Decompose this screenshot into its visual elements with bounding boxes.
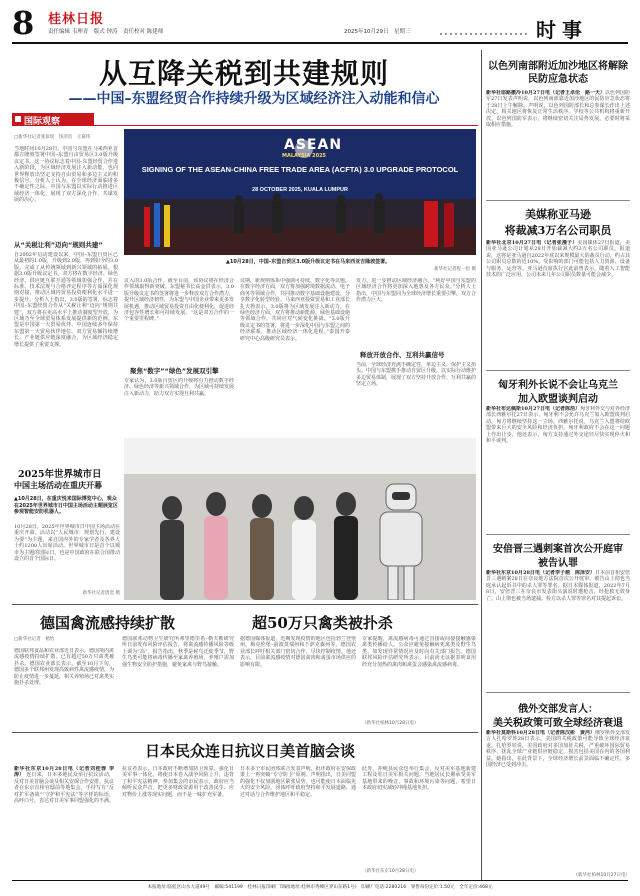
lead-body-col1-b: 自2002年启动建设以来，中国–东盟自贸区已从最初的1.0版，升级到2.0版，再到如今的3.0版。完成了从传统领域到新兴领域的拓展。根据3.0版升级议定书，双方将在数字经济、绿色经济、供应链互联互通等领域加强合作，并在标准、技术法规与合格评定程序等方面深化规则对接，推动区域内贸易投资便利化水平进一步提升。分析人士指出，3.0版的签署，标志着中国–东盟经贸合作从“关税让利”迈向“规则共建”，双方将在更高水平上推动制度型开放，为区域乃至全球贸易体系发展提供新的范例。东盟是中国第一大贸易伙伴，中国连续多年保持东盟第一大贸易伙伴地位。双方贸易额持续增长，产业链供应链深度融合，为区域经济稳定增长提供了重要支撑。 [14,252,118,348]
lead-byline: □新华社记者张似瑶 汤沛浩 王嘉伟 [14,135,91,140]
lead-subtitle: ——中国–东盟经贸合作持续升级为区域经济注入动能和信心 [68,91,440,107]
right-s3-body: 新华社布达佩斯10月27日电（记者陈浩）匈牙利外交与对外经济部长西雅尔托27日表示，匈牙利不会允许乌克兰加入欧盟谈判启动，匈方将继续坚持这一立场。西雅尔托说，乌克兰入盟将给欧盟带来巨大的安全风险和经济负担，匈牙利政府不会在这一问题上作出让步。他还表示，匈方支持通过外交途径尽快实现停火和和平谈判。 [486,406,630,445]
section-name: 时事 [536,18,588,42]
germany-col4: 专家提醒，禽流感病毒可通过直接或间接接触感染禽类传播给人。公众应避免接触病死禽类及野生鸟类，如发现异常情况应及时向有关部门报告。德国联邦风险评估研究所表示，目前尚无证据表明食用经充分加热的禽肉和禽蛋会感染禽流感病毒。 [362,636,476,668]
lead-subhead-1: 从“关税让利”迈向“规则共建” [14,241,103,249]
right-s1-title: 以色列南部附近加沙地区将解除民防应急状态 [488,61,628,85]
japan-endnote: （新华社东京10月28日电） [362,869,419,874]
right-column-divider [481,50,482,880]
right-s5-title-1: 俄外交部发言人： [518,704,598,715]
footer-rule [12,880,628,881]
right-s4-body: 新华社东京10月28日电（记者李子越 陈泽安）日本前首相安倍晋三遇刺案28日在奈良地方法院首次公开庭审，被告山上彻也当庭承认起诉书中的杀人罪等罪名。据日本媒体报道，2022年7月8日，安倍晋三在奈良市发表街头演说时遭枪击，经抢救无效身亡。山上彻也被当场逮捕。检方以杀人罪等罪名对其提起诉讼。 [486,570,630,602]
japan-title: 日本民众连日抗议日美首脑会谈 [144,742,355,760]
germany-col3: 据德国媒体报道，近期发现疫情的地区包括勃兰登堡州、梅克伦堡–前波莫瑞州和下萨克森州等。德国农业部长呼吁相关部门密切合作，尽快控制疫情。他还表示，目前禽流感疫情对德国禽肉和禽蛋市场供应的影响有限。 [240,636,356,668]
right-s5-body: 新华社莫斯科10月28日电（记者陈汉彬 黄河）俄罗斯外交部发言人扎哈罗娃28日表示，美国的关税政策可能导致全球经济衰退。扎哈罗娃说，美国政府对多国加征关税，严重破坏国际贸易秩序，扰乱全球产业链供应链稳定，损害包括美国在内的各国利益。她指出，在此背景下，全球经济增长前景面临不确定性，多国经济已受到冲击。 [486,730,630,769]
section-label: 国际观察 [24,117,61,127]
right-s2-body: 新华社北京10月27日电（记者张漫子）美国媒体27日报道，美国亚马逊公司计划从28日开始裁减大约3万名公司职员。报道说，这将是亚马逊自2022年底以来规模最大的裁员行动，约占其公司职员总数的近10%。受影响的部门可能包括人力资源、设备与服务、运营等。亚马逊首席执行官此前曾表示，随着人工智能技术的广泛应用，公司未来几年公司职员数量可能会减少。 [486,240,630,279]
lead-photo-credit: 新华社记者程一恒 摄 [434,267,476,272]
expo-robot-image [124,438,476,600]
right-s5-title-2: 美关税政策可致全球经济衰退 [493,718,623,729]
right-s4-byline: 新华社东京10月28日电（记者李子越 陈泽安） [486,570,595,576]
right-rule-1 [486,200,630,201]
expo-caption: ▲10月28日，在重庆悦来国际博览中心，观众在2025年世界城市日中国主场活动主题展览区参观智能安防机器人。 [14,496,118,516]
footer-text: 本报地址:临桂区山水大道49号 邮编:541199 桂林日报印刷厂印刷(地址:桂林市秀峰区穿山东路1号) 印刷厂电话:2280216 零售每份定价:1.50元 全年定价:468元 [147,885,493,890]
banner-date: 28 OCTOBER 2025, KUALA LUMPUR [252,187,348,193]
japan-col2: 抗议者表示，日本政府不断增加防卫预算、强化日美军事一体化，将使日本卷入战争风险上升，违背了和平宪法精神。参加集会的市民表示，政府应当倾听民众声音，把更多财政资源用于改善民生、应对物价上涨等现实问题，而不是一味扩充军备。 [122,766,234,798]
expo-credit: 新华社记者唐奕 摄 [82,591,120,596]
banner-logo-sub: MALAYSIA 2025 [282,153,327,159]
birds-title: 超50万只禽类被扑杀 [252,614,393,632]
right-s3-byline: 新华社布达佩斯10月27日电（记者陈浩） [486,406,580,412]
lead-subhead-3: 释放开放合作、互利共赢信号 [360,351,445,359]
mid-rule [12,604,478,605]
expo-title-2: 中国主场活动在重庆开幕 [14,480,102,490]
section-label-rule [94,125,478,126]
square-icon [15,116,21,122]
germany-col1: 德国联邦食品和农业部近日表示，德国境内禽流感疫情持续扩散，已有超过50万只禽类被扑杀。德国农业部长表示，截至10月下旬，德国多个联邦州发现高致病性禽流感疫情，为防止疫情进一步蔓延，相关养殖场已对禽类实施扑杀处理。 [14,648,114,687]
lead-body-col4-a: 发力。进一步推动区域经济融合。“利好中国与东盟的区域经济合作将更加深入地惠及各方民众。”分析人士指出，中国与东盟同为全球经济增长重要引擎，双方合作潜力巨大。 [356,278,476,304]
section-decoration [440,24,530,34]
lead-title: 从互降关税到共建规则 [98,57,389,90]
lead-body-col2-a: 议入的3.0版合作。截至目前，该协议将在经济合作领域取得新突破。东盟秘书长高金洪表示，3.0版升级议定书的签署将进一步释放双方合作潜力，提升区域经济韧性，为东盟与中国企业带来更多发展机遇，推动区域贸易投资自由化便利化，促进经济包容性增长和可持续发展。“这是双方合作的一个重要里程碑。” [124,278,234,323]
right-s5-byline: 新华社莫斯科10月28日电（记者陈汉彬 黄河） [486,730,595,736]
lead-body-col3: 议期，新规则体系中强调可持续、数字化等议题。在数字经济方面，双方将加强跨境数据流动、电子商务等领域合作，共同推动数字基础设施建设，分享数字化转型经验。马来西亚投资贸易和工业部长扎夫鲁表示，3.0版将为区域发展注入新动力。在绿色经济方面，双方将推动新能源、绿色基础设施等领域合作，共同应对气候变化挑战。“3.0版升级议定书的签署，将进一步深化中国与东盟之间的经济联系，推动区域经济一体化进程。”泰国开泰研究中心高级研究员表示。 [240,278,350,342]
right-rule-3 [486,534,630,535]
lead-body-col2-b: 专家认为，3.0版自贸区的升级将有力推动数字经济、绿色经济等新兴领域合作，为区域可持续发展注入新动力，助力双方实现互利共赢。 [124,378,234,397]
right-endnote: （新华社柏林10月27日电） [573,873,630,878]
japan-col3: 日本多个市民团体联合发表声明，批评政府在安保政策上一再突破“专守防卫”原则。声明指出，日美同盟的强化不仅加剧地区紧张局势，也可能使日本面临更大的安全风险。团体呼吁政府坚持和平发展道路，通过对话与合作维护地区和平稳定。 [240,766,356,798]
page-number: 8 [12,4,35,42]
right-s2-title-2: 将裁减3万名公司职员 [504,224,612,237]
right-rule-2 [486,370,630,371]
right-s4-title-1: 安倍晋三遇刺案首次公开庭审 [493,544,623,555]
germany-title: 德国禽流感持续扩散 [40,614,176,632]
germany-endnote: （新华社柏林10月28日电） [362,721,419,726]
masthead-date: 2025年10月29日 星期三 [344,29,411,35]
right-s1-body: 新华社耶路撒冷10月27日电（记者王卓伦 路一天）以色列国防军27日发表声明说，以色列南部靠近加沙地区的民防应急状态将于28日上午解除。声明说，以色列国防部长和总参谋长作出上述决定，相关地区将恢复正常生活秩序，学校等公共机构将重新开放。以色列国防军表示，将继续密切关注局势发展，必要时将采取相应措施。 [486,90,630,129]
right-s4-title-2: 被告认罪 [538,558,578,569]
dots-decoration-icon [440,29,530,39]
lead-body-col1-a: 当地时间10月28日，中国与东盟在马来西亚首都吉隆坡签署中国–东盟自由贸易区3.0版升级议定书。这一协议标志着中国–东盟经贸合作进入新阶段，为区域经济发展注入新动能，也向世界释放出坚定支持自由贸易和多边主义的积极信号。分析人士认为，在全球经济面临诸多不确定性之际，中国与东盟以实际行动推进区域经济一体化，展现了双方深化合作、共谋发展的决心。 [14,146,118,204]
japan-byline: 新华社东京10月28日电（记者刘桂蓉 李涛） [14,766,114,779]
japan-col4: 此外，冲绳县民众也举行集会，反对美军基地新建工程及驻日美军相关问题。当地居民长期承受美军基地带来的噪音、事故和环境污染等问题，希望日本政府切实减轻冲绳基地负担。 [362,766,476,792]
right-s3-title-2: 加入欧盟谈判启动 [518,394,598,405]
lead-subhead-2: 聚焦“数字”“绿色”发展双引擎 [130,367,219,375]
right-s3-title-1: 匈牙利外长说不会让乌克兰 [498,380,618,391]
lead-photo [124,129,476,255]
right-s2-title-1: 美媒称亚马逊 [525,208,591,221]
paper-name: 桂林日报 [48,12,105,27]
expo-title-1: 2025年世界城市日 [18,469,102,480]
expo-photo [124,438,476,600]
masthead-rule [12,42,628,44]
banner-text: SIGNING OF THE ASEAN-CHINA FREE TRADE AREA (ACFTA) 3.0 UPGRADE PROTOCOL [141,165,459,174]
right-s2-byline: 新华社北京10月27日电（记者张漫子） [486,240,578,246]
lead-photo-caption: ▲10月28日，中国–东盟自贸区3.0版升级议定书在马来西亚吉隆坡签署。 [226,259,391,265]
right-rule-4 [486,692,630,693]
masthead [0,0,640,44]
lead-body-col4-b: 当前，全球经济充满不确定性，单边主义、保护主义抬头。中国与东盟携手推动自贸区升级，以实际行动维护多边贸易体制，展现了双方坚持开放合作、互利共赢的坚定立场。 [356,362,476,388]
masthead-info: 责任编辑 韦理青 版式 钟涛 责任校对 陈建师 [48,29,164,35]
japan-col1: 新华社东京10月28日电（记者刘桂蓉 李涛） 连日来，日本多地民众举行抗议活动，反对日美首脑会谈及相关安保合作安排。抗议者在东京首相官邸前等地集会，手持写有“反对扩军备战”“守护和平宪法”等字样的标语，高呼口号，表达对日美军事同盟强化的不满。 [14,766,114,805]
germany-byline: □新华社记者 褚怡 [14,637,55,642]
expo-body: 10月28日，2025年世界城市日中国主场活动在重庆开幕。活动以“人民城市：规划先行、建设为要”为主题，来自国内外的专家学者及各界人士约1200人出席活动。世界城市日是首个以城市为主题的国际日，也是中国政府在联合国推动设立的首个国际日。 [14,524,120,563]
banner-logo: ASEAN [284,137,343,153]
lower-rule [12,732,478,733]
section-label-box [12,113,94,126]
right-s1-byline: 新华社耶路撒冷10月27日电（记者王卓伦 路一天） [486,90,605,96]
germany-col2: 德国联邦动物卫生研究所弗里德里希–勒夫勒研究所日前发布风险评估报告，将禽流感传播风险等级上调为“高”。报告指出，秋季是候鸟迁徙季节，野生鸟类可能将病毒传播至家禽养殖场，养殖户需加强生物安全防护措施，避免家禽与野鸟接触。 [122,636,234,668]
